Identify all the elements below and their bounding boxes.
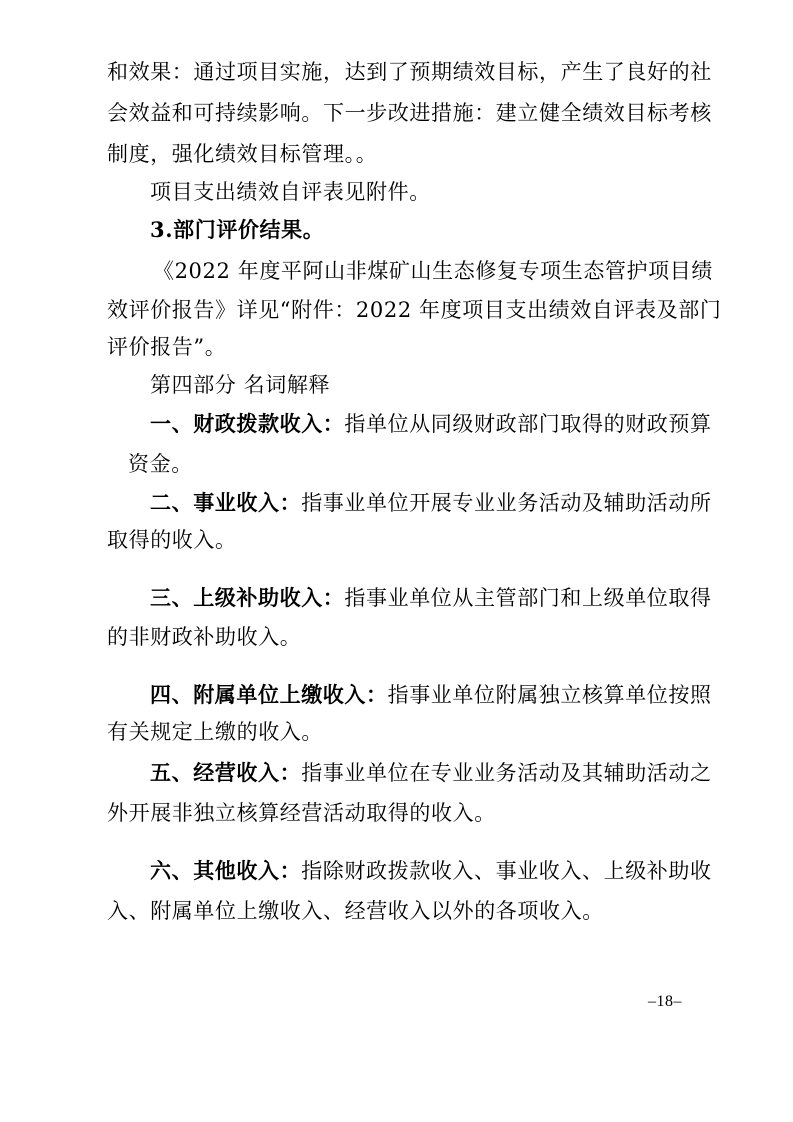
definition-line: 外开展非独立核算经营活动取得的收入。: [107, 801, 496, 825]
paragraph-line: 制度，强化绩效目标管理。。: [107, 142, 378, 166]
paragraph-line: 《2022 年度平阿山非煤矿山生态修复专项生态管护项目绩: [153, 259, 713, 283]
paragraph-line: 项目支出绩效自评表见附件。: [150, 180, 431, 204]
definition-line: 入、附属单位上缴收入、经营收入以外的各项收入。: [107, 899, 604, 923]
definition-text: 指事业单位附属独立核算单位按照: [387, 683, 712, 707]
definition-line: [150, 489, 712, 517]
definition-text: 指单位从同级财政部门取得的财政预算: [344, 412, 712, 436]
definition-text: 指除财政拨款收入、事业收入、上级补助收: [301, 859, 712, 883]
paragraph-line: 评价报告”。: [107, 335, 227, 359]
definition-line: [150, 857, 712, 885]
definition-line: [150, 410, 712, 438]
definition-term: 四、附属单位上缴收入：: [150, 682, 388, 707]
definition-line: [150, 584, 712, 612]
section-heading: 第四部分 名词解释: [150, 373, 331, 397]
definition-term: 六、其他收入：: [150, 858, 302, 883]
definition-line: [150, 759, 712, 787]
paragraph-line: 会效益和可持续影响。下一步改进措施：建立健全绩效目标考核: [107, 101, 712, 125]
definition-line: 有关规定上缴的收入。: [107, 720, 323, 744]
section-subheading: 3.部门评价结果。: [150, 217, 325, 242]
definition-text: 指事业单位在专业业务活动及其辅助活动之: [301, 761, 712, 785]
paragraph-line: 和效果：通过项目实施，达到了预期绩效目标，产生了良好的社: [107, 60, 712, 84]
definition-term: 五、经营收入：: [150, 760, 302, 785]
definition-term: 二、事业收入：: [150, 490, 302, 515]
definition-line: 取得的收入。: [107, 528, 237, 552]
page-number: –18–: [648, 993, 682, 1010]
definition-text: 指事业单位开展专业业务活动及辅助活动所: [301, 491, 712, 515]
definition-text: 指事业单位从主管部门和上级单位取得: [344, 586, 712, 610]
paragraph-line: 效评价报告》详见“附件：2022 年度项目支出绩效自评表及部门: [107, 298, 722, 322]
definition-term: 一、财政拨款收入：: [150, 411, 345, 436]
definition-line: 的非财政补助收入。: [107, 625, 302, 649]
definition-line: [150, 681, 712, 709]
definition-line: 资金。: [128, 452, 193, 476]
definition-term: 三、上级补助收入：: [150, 585, 345, 610]
